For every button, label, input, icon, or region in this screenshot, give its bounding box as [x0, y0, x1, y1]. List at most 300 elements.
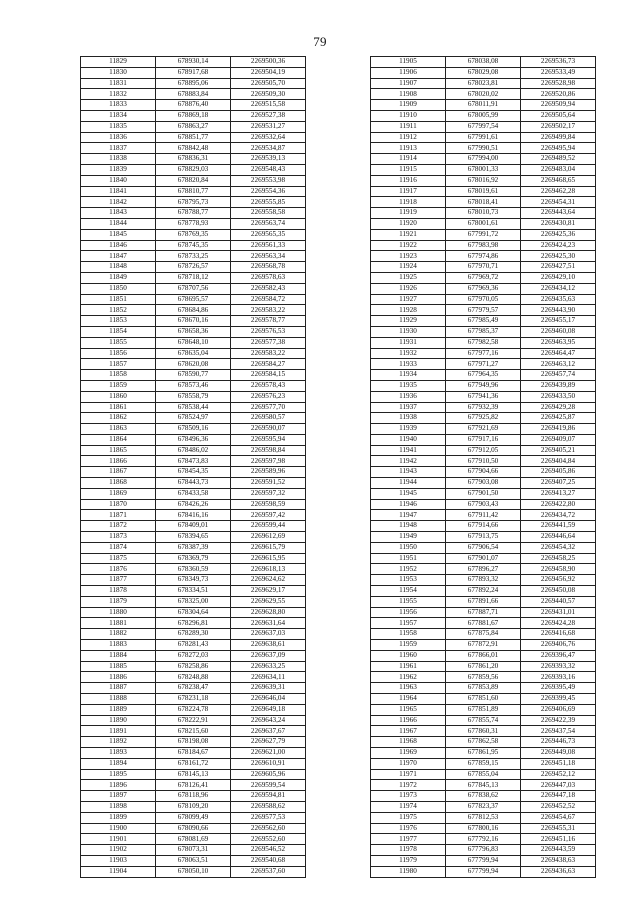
- x-coordinate-cell: 678224,78: [156, 704, 231, 715]
- y-coordinate-cell: 2269631,64: [231, 618, 306, 629]
- table-row: [371, 845, 596, 856]
- point-number-cell: 11916: [371, 175, 446, 186]
- y-coordinate-cell: 2269591,52: [231, 478, 306, 489]
- y-coordinate-cell: 2269528,98: [521, 78, 596, 89]
- point-number-cell: 11929: [371, 316, 446, 327]
- y-coordinate-cell: 2269509,30: [231, 89, 306, 100]
- table-row: [371, 326, 596, 337]
- table-row: [81, 132, 306, 143]
- point-number-cell: 11949: [371, 532, 446, 543]
- x-coordinate-cell: 678238,47: [156, 683, 231, 694]
- x-coordinate-cell: 677994,00: [446, 154, 521, 165]
- point-number-cell: 11872: [81, 521, 156, 532]
- y-coordinate-cell: 2269612,69: [231, 532, 306, 543]
- table-row: [81, 801, 306, 812]
- y-coordinate-cell: 2269393,32: [521, 661, 596, 672]
- y-coordinate-cell: 2269540,68: [231, 855, 306, 866]
- table-row: [371, 683, 596, 694]
- x-coordinate-cell: 677912,05: [446, 445, 521, 456]
- table-row: [81, 434, 306, 445]
- point-number-cell: 11924: [371, 262, 446, 273]
- x-coordinate-cell: 678538,44: [156, 402, 231, 413]
- y-coordinate-cell: 2269646,04: [231, 694, 306, 705]
- x-coordinate-cell: 678558,79: [156, 391, 231, 402]
- point-number-cell: 11866: [81, 456, 156, 467]
- table-row: [81, 456, 306, 467]
- table-row: [81, 100, 306, 111]
- y-coordinate-cell: 2269534,87: [231, 143, 306, 154]
- x-coordinate-cell: 678707,56: [156, 283, 231, 294]
- point-number-cell: 11972: [371, 780, 446, 791]
- x-coordinate-cell: 678409,01: [156, 521, 231, 532]
- x-coordinate-cell: 678258,86: [156, 661, 231, 672]
- table-row: [81, 67, 306, 78]
- table-row: [371, 197, 596, 208]
- point-number-cell: 11868: [81, 478, 156, 489]
- x-coordinate-cell: 678184,67: [156, 748, 231, 759]
- x-coordinate-cell: 678829,03: [156, 164, 231, 175]
- y-coordinate-cell: 2269509,94: [521, 100, 596, 111]
- table-row: [371, 715, 596, 726]
- table-row: [81, 251, 306, 262]
- point-number-cell: 11856: [81, 348, 156, 359]
- point-number-cell: 11926: [371, 283, 446, 294]
- x-coordinate-cell: 677872,91: [446, 640, 521, 651]
- x-coordinate-cell: 678842,48: [156, 143, 231, 154]
- x-coordinate-cell: 677964,35: [446, 370, 521, 381]
- table-row: [371, 478, 596, 489]
- x-coordinate-cell: 677974,86: [446, 251, 521, 262]
- point-number-cell: 11834: [81, 110, 156, 121]
- point-number-cell: 11845: [81, 229, 156, 240]
- table-row: [81, 208, 306, 219]
- y-coordinate-cell: 2269527,38: [231, 110, 306, 121]
- y-coordinate-cell: 2269435,63: [521, 294, 596, 305]
- y-coordinate-cell: 2269396,47: [521, 650, 596, 661]
- point-number-cell: 11960: [371, 650, 446, 661]
- point-number-cell: 11887: [81, 683, 156, 694]
- y-coordinate-cell: 2269584,27: [231, 359, 306, 370]
- y-coordinate-cell: 2269584,72: [231, 294, 306, 305]
- y-coordinate-cell: 2269422,39: [521, 715, 596, 726]
- y-coordinate-cell: 2269578,43: [231, 380, 306, 391]
- y-coordinate-cell: 2269610,91: [231, 758, 306, 769]
- x-coordinate-cell: 677997,54: [446, 121, 521, 132]
- x-coordinate-cell: 678387,39: [156, 542, 231, 553]
- x-coordinate-cell: 678001,61: [446, 218, 521, 229]
- y-coordinate-cell: 2269399,45: [521, 694, 596, 705]
- point-number-cell: 11896: [81, 780, 156, 791]
- point-number-cell: 11839: [81, 164, 156, 175]
- x-coordinate-cell: 678718,12: [156, 272, 231, 283]
- y-coordinate-cell: 2269450,08: [521, 586, 596, 597]
- x-coordinate-cell: 678248,88: [156, 672, 231, 683]
- y-coordinate-cell: 2269429,10: [521, 272, 596, 283]
- x-coordinate-cell: 678394,65: [156, 532, 231, 543]
- x-coordinate-cell: 677910,50: [446, 456, 521, 467]
- table-row: [81, 834, 306, 845]
- y-coordinate-cell: 2269447,18: [521, 791, 596, 802]
- table-row: [371, 661, 596, 672]
- table-row: [81, 57, 306, 68]
- table-row: [371, 294, 596, 305]
- point-number-cell: 11875: [81, 553, 156, 564]
- y-coordinate-cell: 2269515,58: [231, 100, 306, 111]
- table-row: [81, 337, 306, 348]
- point-number-cell: 11857: [81, 359, 156, 370]
- table-row: [371, 521, 596, 532]
- table-row: [81, 737, 306, 748]
- table-row: [81, 769, 306, 780]
- y-coordinate-cell: 2269425,30: [521, 251, 596, 262]
- y-coordinate-cell: 2269438,63: [521, 855, 596, 866]
- x-coordinate-cell: 677917,16: [446, 434, 521, 445]
- table-row: [81, 532, 306, 543]
- point-number-cell: 11978: [371, 845, 446, 856]
- x-coordinate-cell: 678883,84: [156, 89, 231, 100]
- y-coordinate-cell: 2269597,98: [231, 456, 306, 467]
- x-coordinate-cell: 678360,59: [156, 564, 231, 575]
- table-row: [81, 629, 306, 640]
- y-coordinate-cell: 2269576,23: [231, 391, 306, 402]
- y-coordinate-cell: 2269637,67: [231, 726, 306, 737]
- point-number-cell: 11919: [371, 208, 446, 219]
- point-number-cell: 11945: [371, 488, 446, 499]
- y-coordinate-cell: 2269597,32: [231, 488, 306, 499]
- y-coordinate-cell: 2269583,22: [231, 348, 306, 359]
- y-coordinate-cell: 2269520,86: [521, 89, 596, 100]
- x-coordinate-cell: 678443,73: [156, 478, 231, 489]
- y-coordinate-cell: 2269427,51: [521, 262, 596, 273]
- table-row: [371, 143, 596, 154]
- y-coordinate-cell: 2269589,96: [231, 467, 306, 478]
- point-number-cell: 11947: [371, 510, 446, 521]
- x-coordinate-cell: 678836,31: [156, 154, 231, 165]
- x-coordinate-cell: 678745,35: [156, 240, 231, 251]
- point-number-cell: 11980: [371, 866, 446, 877]
- table-row: [81, 89, 306, 100]
- point-number-cell: 11831: [81, 78, 156, 89]
- y-coordinate-cell: 2269419,86: [521, 424, 596, 435]
- y-coordinate-cell: 2269637,03: [231, 629, 306, 640]
- table-row: [81, 845, 306, 856]
- table-row: [371, 748, 596, 759]
- x-coordinate-cell: 678349,73: [156, 575, 231, 586]
- table-row: [371, 283, 596, 294]
- point-number-cell: 11854: [81, 326, 156, 337]
- table-row: [81, 154, 306, 165]
- x-coordinate-cell: 678726,57: [156, 262, 231, 273]
- point-number-cell: 11979: [371, 855, 446, 866]
- y-coordinate-cell: 2269443,90: [521, 305, 596, 316]
- point-number-cell: 11974: [371, 801, 446, 812]
- table-row: [81, 305, 306, 316]
- table-row: [371, 305, 596, 316]
- table-row: [371, 402, 596, 413]
- y-coordinate-cell: 2269451,16: [521, 834, 596, 845]
- y-coordinate-cell: 2269595,94: [231, 434, 306, 445]
- table-row: [81, 348, 306, 359]
- y-coordinate-cell: 2269458,25: [521, 553, 596, 564]
- point-number-cell: 11861: [81, 402, 156, 413]
- point-number-cell: 11939: [371, 424, 446, 435]
- point-number-cell: 11977: [371, 834, 446, 845]
- x-coordinate-cell: 678118,96: [156, 791, 231, 802]
- x-coordinate-cell: 678795,73: [156, 197, 231, 208]
- y-coordinate-cell: 2269537,60: [231, 866, 306, 877]
- y-coordinate-cell: 2269436,63: [521, 866, 596, 877]
- table-row: [81, 445, 306, 456]
- point-number-cell: 11860: [81, 391, 156, 402]
- point-number-cell: 11941: [371, 445, 446, 456]
- y-coordinate-cell: 2269649,18: [231, 704, 306, 715]
- point-number-cell: 11888: [81, 694, 156, 705]
- table-row: [81, 391, 306, 402]
- table-row: [81, 564, 306, 575]
- point-number-cell: 11881: [81, 618, 156, 629]
- y-coordinate-cell: 2269583,22: [231, 305, 306, 316]
- table-row: [371, 801, 596, 812]
- point-number-cell: 11873: [81, 532, 156, 543]
- table-row: [371, 154, 596, 165]
- y-coordinate-cell: 2269584,15: [231, 370, 306, 381]
- x-coordinate-cell: 677860,31: [446, 726, 521, 737]
- y-coordinate-cell: 2269456,92: [521, 575, 596, 586]
- point-number-cell: 11829: [81, 57, 156, 68]
- x-coordinate-cell: 677906,54: [446, 542, 521, 553]
- point-number-cell: 11840: [81, 175, 156, 186]
- x-coordinate-cell: 678733,25: [156, 251, 231, 262]
- x-coordinate-cell: 678050,10: [156, 866, 231, 877]
- point-number-cell: 11950: [371, 542, 446, 553]
- x-coordinate-cell: 678010,73: [446, 208, 521, 219]
- point-number-cell: 11843: [81, 208, 156, 219]
- x-coordinate-cell: 677913,75: [446, 532, 521, 543]
- point-number-cell: 11832: [81, 89, 156, 100]
- x-coordinate-cell: 677949,96: [446, 380, 521, 391]
- y-coordinate-cell: 2269395,49: [521, 683, 596, 694]
- y-coordinate-cell: 2269424,28: [521, 618, 596, 629]
- point-number-cell: 11913: [371, 143, 446, 154]
- y-coordinate-cell: 2269577,53: [231, 812, 306, 823]
- table-row: [81, 704, 306, 715]
- x-coordinate-cell: 678073,31: [156, 845, 231, 856]
- y-coordinate-cell: 2269455,31: [521, 823, 596, 834]
- point-number-cell: 11963: [371, 683, 446, 694]
- point-number-cell: 11964: [371, 694, 446, 705]
- x-coordinate-cell: 677823,37: [446, 801, 521, 812]
- y-coordinate-cell: 2269504,19: [231, 67, 306, 78]
- y-coordinate-cell: 2269615,95: [231, 553, 306, 564]
- x-coordinate-cell: 678215,60: [156, 726, 231, 737]
- point-number-cell: 11937: [371, 402, 446, 413]
- y-coordinate-cell: 2269568,78: [231, 262, 306, 273]
- x-coordinate-cell: 677901,07: [446, 553, 521, 564]
- point-number-cell: 11853: [81, 316, 156, 327]
- y-coordinate-cell: 2269594,81: [231, 791, 306, 802]
- y-coordinate-cell: 2269502,17: [521, 121, 596, 132]
- table-row: [371, 110, 596, 121]
- table-row: [371, 834, 596, 845]
- y-coordinate-cell: 2269536,73: [521, 57, 596, 68]
- y-coordinate-cell: 2269416,68: [521, 629, 596, 640]
- x-coordinate-cell: 677925,82: [446, 413, 521, 424]
- x-coordinate-cell: 678020,02: [446, 89, 521, 100]
- point-number-cell: 11863: [81, 424, 156, 435]
- y-coordinate-cell: 2269552,60: [231, 834, 306, 845]
- table-row: [371, 791, 596, 802]
- point-number-cell: 11884: [81, 650, 156, 661]
- y-coordinate-cell: 2269404,84: [521, 456, 596, 467]
- x-coordinate-cell: 677903,08: [446, 478, 521, 489]
- table-row: [371, 488, 596, 499]
- x-coordinate-cell: 677903,43: [446, 499, 521, 510]
- point-number-cell: 11959: [371, 640, 446, 651]
- point-number-cell: 11894: [81, 758, 156, 769]
- point-number-cell: 11943: [371, 467, 446, 478]
- table-row: [81, 823, 306, 834]
- x-coordinate-cell: 677853,89: [446, 683, 521, 694]
- table-row: [81, 110, 306, 121]
- point-number-cell: 11900: [81, 823, 156, 834]
- table-row: [81, 272, 306, 283]
- y-coordinate-cell: 2269599,54: [231, 780, 306, 791]
- table-row: [371, 456, 596, 467]
- x-coordinate-cell: 678019,61: [446, 186, 521, 197]
- y-coordinate-cell: 2269548,43: [231, 164, 306, 175]
- point-number-cell: 11962: [371, 672, 446, 683]
- table-row: [371, 175, 596, 186]
- x-coordinate-cell: 678231,18: [156, 694, 231, 705]
- table-row: [371, 57, 596, 68]
- y-coordinate-cell: 2269563,74: [231, 218, 306, 229]
- point-number-cell: 11944: [371, 478, 446, 489]
- x-coordinate-cell: 677971,27: [446, 359, 521, 370]
- y-coordinate-cell: 2269643,24: [231, 715, 306, 726]
- x-coordinate-cell: 677969,72: [446, 272, 521, 283]
- y-coordinate-cell: 2269590,07: [231, 424, 306, 435]
- x-coordinate-cell: 677838,62: [446, 791, 521, 802]
- x-coordinate-cell: 678081,69: [156, 834, 231, 845]
- point-number-cell: 11876: [81, 564, 156, 575]
- table-row: [81, 359, 306, 370]
- table-row: [81, 553, 306, 564]
- y-coordinate-cell: 2269554,36: [231, 186, 306, 197]
- table-row: [81, 175, 306, 186]
- y-coordinate-cell: 2269468,65: [521, 175, 596, 186]
- x-coordinate-cell: 678063,51: [156, 855, 231, 866]
- table-row: [371, 262, 596, 273]
- y-coordinate-cell: 2269463,95: [521, 337, 596, 348]
- point-number-cell: 11830: [81, 67, 156, 78]
- y-coordinate-cell: 2269531,27: [231, 121, 306, 132]
- point-number-cell: 11933: [371, 359, 446, 370]
- y-coordinate-cell: 2269539,13: [231, 154, 306, 165]
- table-row: [81, 164, 306, 175]
- y-coordinate-cell: 2269443,64: [521, 208, 596, 219]
- y-coordinate-cell: 2269452,12: [521, 769, 596, 780]
- point-number-cell: 11859: [81, 380, 156, 391]
- table-row: [81, 478, 306, 489]
- x-coordinate-cell: 678099,49: [156, 812, 231, 823]
- y-coordinate-cell: 2269447,03: [521, 780, 596, 791]
- point-number-cell: 11878: [81, 586, 156, 597]
- y-coordinate-cell: 2269621,00: [231, 748, 306, 759]
- y-coordinate-cell: 2269454,67: [521, 812, 596, 823]
- table-row: [371, 186, 596, 197]
- x-coordinate-cell: 678433,58: [156, 488, 231, 499]
- point-number-cell: 11910: [371, 110, 446, 121]
- x-coordinate-cell: 678296,81: [156, 618, 231, 629]
- y-coordinate-cell: 2269562,60: [231, 823, 306, 834]
- y-coordinate-cell: 2269439,89: [521, 380, 596, 391]
- point-number-cell: 11970: [371, 758, 446, 769]
- x-coordinate-cell: 678658,36: [156, 326, 231, 337]
- y-coordinate-cell: 2269425,87: [521, 413, 596, 424]
- point-number-cell: 11927: [371, 294, 446, 305]
- y-coordinate-cell: 2269431,01: [521, 607, 596, 618]
- y-coordinate-cell: 2269413,27: [521, 488, 596, 499]
- table-row: [371, 726, 596, 737]
- x-coordinate-cell: 677991,61: [446, 132, 521, 143]
- point-number-cell: 11925: [371, 272, 446, 283]
- x-coordinate-cell: 678684,86: [156, 305, 231, 316]
- x-coordinate-cell: 677799,94: [446, 866, 521, 877]
- y-coordinate-cell: 2269495,94: [521, 143, 596, 154]
- point-number-cell: 11858: [81, 370, 156, 381]
- y-coordinate-cell: 2269532,64: [231, 132, 306, 143]
- table-row: [371, 380, 596, 391]
- table-row: [371, 499, 596, 510]
- point-number-cell: 11880: [81, 607, 156, 618]
- table-row: [371, 640, 596, 651]
- x-coordinate-cell: 677977,16: [446, 348, 521, 359]
- point-number-cell: 11852: [81, 305, 156, 316]
- point-number-cell: 11897: [81, 791, 156, 802]
- table-row: [81, 726, 306, 737]
- x-coordinate-cell: 677892,24: [446, 586, 521, 597]
- point-number-cell: 11934: [371, 370, 446, 381]
- point-number-cell: 11914: [371, 154, 446, 165]
- point-number-cell: 11889: [81, 704, 156, 715]
- point-number-cell: 11891: [81, 726, 156, 737]
- coordinates-table-right: [370, 56, 596, 878]
- coordinates-table-left: [80, 56, 306, 878]
- x-coordinate-cell: 677941,36: [446, 391, 521, 402]
- table-row: [81, 661, 306, 672]
- table-row: [371, 413, 596, 424]
- y-coordinate-cell: 2269458,90: [521, 564, 596, 575]
- x-coordinate-cell: 677851,89: [446, 704, 521, 715]
- x-coordinate-cell: 677792,16: [446, 834, 521, 845]
- point-number-cell: 11844: [81, 218, 156, 229]
- x-coordinate-cell: 678126,41: [156, 780, 231, 791]
- point-number-cell: 11838: [81, 154, 156, 165]
- point-number-cell: 11882: [81, 629, 156, 640]
- y-coordinate-cell: 2269393,16: [521, 672, 596, 683]
- x-coordinate-cell: 677901,50: [446, 488, 521, 499]
- x-coordinate-cell: 678788,77: [156, 208, 231, 219]
- x-coordinate-cell: 678590,77: [156, 370, 231, 381]
- x-coordinate-cell: 678222,91: [156, 715, 231, 726]
- y-coordinate-cell: 2269553,98: [231, 175, 306, 186]
- x-coordinate-cell: 678161,72: [156, 758, 231, 769]
- y-coordinate-cell: 2269443,59: [521, 845, 596, 856]
- y-coordinate-cell: 2269409,07: [521, 434, 596, 445]
- x-coordinate-cell: 677904,66: [446, 467, 521, 478]
- y-coordinate-cell: 2269576,53: [231, 326, 306, 337]
- point-number-cell: 11936: [371, 391, 446, 402]
